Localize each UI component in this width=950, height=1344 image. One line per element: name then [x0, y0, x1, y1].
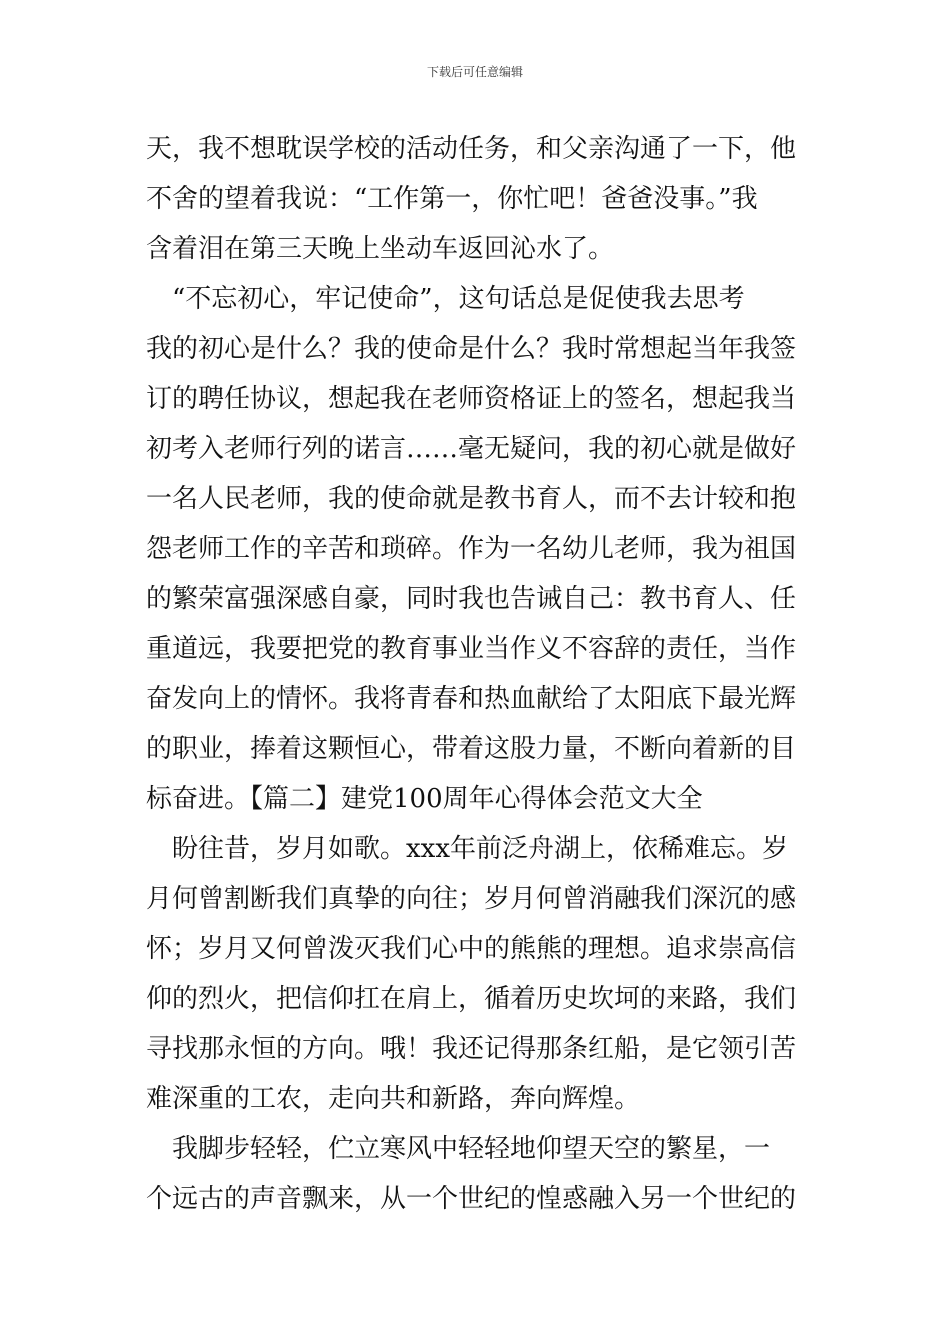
text-line: 寻找那永恒的方向。哦！我还记得那条红船，是它领引苦	[146, 1034, 797, 1064]
text-line: 怨老师工作的辛苦和琐碎。作为一名幼儿老师，我为祖国	[146, 534, 797, 564]
document-body	[146, 124, 808, 1224]
text-line: 我脚步轻轻，伫立寒风中轻轻地仰望天空的繁星，一	[146, 1134, 771, 1164]
page-header: 下载后可任意编辑	[426, 65, 523, 79]
text-line: 仰的烈火，把信仰扛在肩上，循着历史坎坷的来路，我们	[146, 984, 797, 1014]
text-line: 重道远，我要把党的教育事业当作义不容辞的责任，当作	[146, 634, 797, 664]
text-line: 天，我不想耽误学校的活动任务，和父亲沟通了一下，他	[146, 134, 797, 164]
text-line: 初考入老师行列的诺言……毫无疑问，我的初心就是做好	[146, 434, 797, 464]
text-line: 怀；岁月又何曾泼灭我们心中的熊熊的理想。追求崇高信	[146, 934, 797, 964]
text-line: 盼往昔，岁月如歌。xxx年前泛舟湖上，依稀难忘。岁	[146, 834, 788, 864]
text-line: “不忘初心，牢记使命”，这句话总是促使我去思考	[146, 284, 745, 314]
text-line: 含着泪在第三天晚上坐动车返回沁水了。	[146, 234, 615, 264]
text-line: 的职业，捧着这颗恒心，带着这股力量，不断向着新的目	[146, 734, 797, 764]
text-line: 我的初心是什么？我的使命是什么？我时常想起当年我签	[146, 334, 797, 364]
text-line: 不舍的望着我说：“工作第一，你忙吧！爸爸没事。”我	[146, 184, 758, 214]
text-line: 难深重的工农，走向共和新路，奔向辉煌。	[146, 1084, 641, 1114]
text-line: 一名人民老师，我的使命就是教书育人，而不去计较和抱	[146, 484, 797, 514]
text-line: 订的聘任协议，想起我在老师资格证上的签名，想起我当	[146, 384, 797, 414]
text-line: 月何曾割断我们真挚的向往；岁月何曾消融我们深沉的感	[146, 884, 797, 914]
text-line: 标奋进。【篇二】建党100周年心得体会范文大全	[146, 784, 703, 814]
text-line: 的繁荣富强深感自豪，同时我也告诫自己：教书育人、任	[146, 584, 797, 614]
text-line: 个远古的声音飘来，从一个世纪的惶惑融入另一个世纪的	[146, 1184, 797, 1214]
text-line: 奋发向上的情怀。我将青春和热血献给了太阳底下最光辉	[146, 684, 797, 714]
